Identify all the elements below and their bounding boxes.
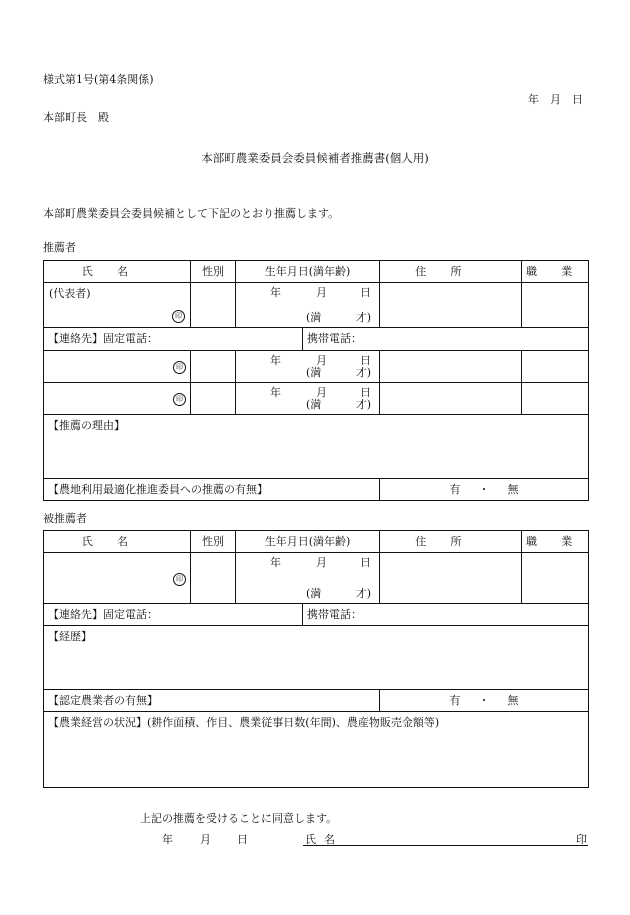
sign-month: 月 — [200, 833, 211, 846]
col-occupation: 職業 — [522, 531, 589, 553]
committee-question: 【農地利用最適化推進委員への推薦の有無】 — [44, 479, 380, 501]
col-birth: 生年月日(満年齢) — [236, 261, 380, 283]
recommender-section-label: 推薦者 — [43, 241, 76, 254]
recommender-table — [43, 260, 597, 501]
gender-field[interactable] — [191, 553, 236, 604]
occupation-field[interactable] — [522, 383, 589, 415]
signature-line[interactable] — [303, 845, 588, 846]
recommender-row-1 — [44, 283, 589, 328]
gender-field[interactable] — [191, 351, 236, 383]
nominee-table — [43, 530, 597, 788]
document-date: 年 月 日 — [528, 93, 583, 106]
col-occupation: 職業 — [522, 261, 589, 283]
seal-mark: 印 — [172, 310, 185, 323]
birthdate-field[interactable]: 年 月 日 (満 才) — [236, 283, 380, 328]
nominee-contact-row — [44, 604, 589, 626]
farm-status-field[interactable]: 【農業経営の状況】(耕作面積、作目、農業従事日数(年間)、農産物販売金額等) — [44, 712, 589, 788]
seal-mark: 印 — [173, 393, 186, 406]
certified-farmer-question: 【認定農業者の有無】 — [44, 690, 380, 712]
name-field[interactable] — [44, 283, 191, 328]
nominee-header-row — [44, 531, 589, 553]
yes-option[interactable]: 有 — [449, 482, 461, 496]
col-birth: 生年月日(満年齢) — [236, 531, 380, 553]
nominee-section-label: 被推薦者 — [43, 512, 87, 525]
nominee-row — [44, 553, 589, 604]
col-gender: 性別 — [191, 261, 236, 283]
committee-recommendation-row — [44, 479, 589, 501]
recommender-contact-row — [44, 328, 589, 351]
occupation-field[interactable] — [522, 283, 589, 328]
birthdate-field[interactable]: 年 月 日 (満 才) — [236, 351, 380, 383]
sign-day: 日 — [237, 833, 248, 846]
address-field[interactable] — [380, 383, 522, 415]
consent-text: 上記の推薦を受けることに同意します。 — [140, 812, 338, 825]
career-field[interactable]: 【経歴】 — [44, 626, 589, 690]
career-row — [44, 626, 589, 690]
intro-text: 本部町農業委員会委員候補として下記のとおり推薦します。 — [43, 207, 340, 220]
yes-no-choice[interactable]: 有 ・ 無 — [380, 479, 589, 501]
no-option[interactable]: 無 — [507, 693, 519, 707]
name-field[interactable] — [44, 351, 191, 383]
birthdate-field[interactable]: 年 月 日 (満 才) — [236, 553, 380, 604]
farm-status-row — [44, 712, 589, 788]
signature-name-label: 氏名 — [305, 833, 343, 846]
seal-mark: 印 — [173, 573, 186, 586]
col-gender: 性別 — [191, 531, 236, 553]
address-field[interactable] — [380, 351, 522, 383]
representative-label: (代表者) — [49, 287, 91, 300]
landline-field[interactable]: 【連絡先】固定電話： — [44, 328, 303, 351]
signature-seal-label: 印 — [576, 833, 587, 846]
yes-no-choice[interactable]: 有 ・ 無 — [380, 690, 589, 712]
name-field[interactable] — [44, 553, 191, 604]
address-field[interactable] — [380, 283, 522, 328]
col-address: 住所 — [380, 261, 522, 283]
gender-field[interactable] — [191, 283, 236, 328]
col-name: 氏名 — [44, 261, 191, 283]
name-field[interactable] — [44, 383, 191, 415]
col-name: 氏名 — [44, 531, 191, 553]
recommender-header-row — [44, 261, 589, 283]
recommender-row-2 — [44, 351, 589, 383]
address-field[interactable] — [380, 553, 522, 604]
col-address: 住所 — [380, 531, 522, 553]
occupation-field[interactable] — [522, 351, 589, 383]
birthdate-field[interactable]: 年 月 日 (満 才) — [236, 383, 380, 415]
recommender-row-3 — [44, 383, 589, 415]
reason-field[interactable]: 【推薦の理由】 — [44, 415, 589, 479]
occupation-field[interactable] — [522, 553, 589, 604]
mobile-field[interactable]: 携帯電話： — [303, 328, 589, 351]
recommendation-reason-row — [44, 415, 589, 479]
sign-year: 年 — [162, 833, 173, 846]
certified-farmer-row — [44, 690, 589, 712]
landline-field[interactable]: 【連絡先】固定電話： — [44, 604, 303, 626]
form-number: 様式第1号(第4条関係) — [43, 73, 154, 86]
document-title: 本部町農業委員会委員候補者推薦書(個人用) — [201, 151, 429, 165]
no-option[interactable]: 無 — [507, 482, 519, 496]
yes-option[interactable]: 有 — [449, 693, 461, 707]
gender-field[interactable] — [191, 383, 236, 415]
addressee: 本部町長 殿 — [43, 111, 109, 124]
mobile-field[interactable]: 携帯電話： — [303, 604, 589, 626]
seal-mark: 印 — [173, 361, 186, 374]
